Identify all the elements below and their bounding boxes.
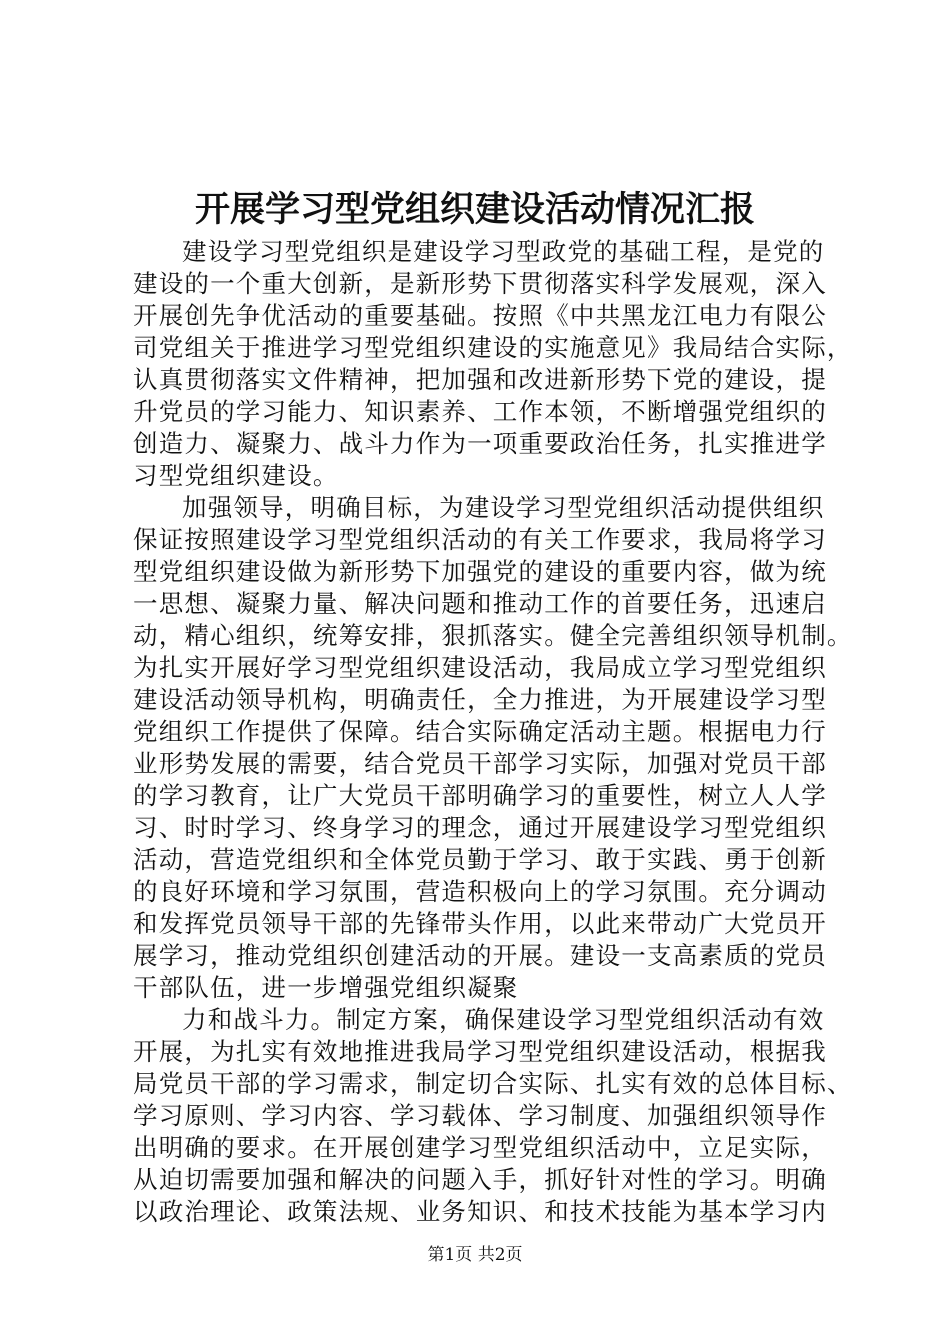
page-footer: 第1页 共2页 [427,1245,523,1265]
paragraph-line: 党组织工作提供了保障。结合实际确定活动主题。根据电力行 [133,717,827,746]
document-body [133,236,853,1228]
paragraph-line: 建设活动领导机构，明确责任，全力推进，为开展建设学习型 [133,685,827,714]
paragraph-line: 开展创先争优活动的重要基础。按照《中共黑龙江电力有限公 [133,301,827,330]
paragraph-line: 司党组关于推进学习型党组织建设的实施意见》我局结合实际， [133,333,853,362]
paragraph-line: 习型党组织建设。 [133,461,339,490]
paragraph-line: 力和战斗力。制定方案，确保建设学习型党组织活动有效 [182,1005,825,1034]
document-title: 开展学习型党组织建设活动情况汇报 [194,189,755,230]
paragraph-line: 开展，为扎实有效地推进我局学习型党组织建设活动，根据我 [133,1037,827,1066]
paragraph-line: 出明确的要求。在开展创建学习型党组织活动中，立足实际， [133,1133,827,1162]
paragraph-line: 干部队伍，进一步增强党组织凝聚 [133,973,519,1002]
paragraph-line: 升党员的学习能力、知识素养、工作本领，不断增强党组织的 [133,397,827,426]
paragraph-line: 创造力、凝聚力、战斗力作为一项重要政治任务，扎实推进学 [133,429,827,458]
paragraph-line: 展学习，推动党组织创建活动的开展。建设一支高素质的党员 [133,941,827,970]
paragraph-line: 的学习教育，让广大党员干部明确学习的重要性，树立人人学 [133,781,827,810]
paragraph-line: 建设的一个重大创新，是新形势下贯彻落实科学发展观，深入 [133,269,827,298]
paragraph-line: 保证按照建设学习型党组织活动的有关工作要求，我局将学习 [133,525,827,554]
paragraph-line: 建设学习型党组织是建设学习型政党的基础工程，是党的 [182,237,825,266]
paragraph-line: 以政治理论、政策法规、业务知识、和技术技能为基本学习内 [133,1197,827,1226]
paragraph-line: 局党员干部的学习需求，制定切合实际、扎实有效的总体目标、 [133,1069,853,1098]
paragraph-line: 动，精心组织，统筹安排，狠抓落实。健全完善组织领导机制。 [133,621,853,650]
paragraph-line: 和发挥党员领导干部的先锋带头作用，以此来带动广大党员开 [133,909,827,938]
paragraph-line: 业形势发展的需要，结合党员干部学习实际，加强对党员干部 [133,749,827,778]
paragraph-line: 加强领导，明确目标，为建设学习型党组织活动提供组织 [182,493,825,522]
paragraph-line: 一思想、凝聚力量、解决问题和推动工作的首要任务，迅速启 [133,589,827,618]
paragraph-line: 为扎实开展好学习型党组织建设活动，我局成立学习型党组织 [133,653,827,682]
paragraph-line: 活动，营造党组织和全体党员勤于学习、敢于实践、勇于创新 [133,845,827,874]
paragraph-line: 从迫切需要加强和解决的问题入手，抓好针对性的学习。明确 [133,1165,827,1194]
paragraph-line: 学习原则、学习内容、学习载体、学习制度、加强组织领导作 [133,1101,827,1130]
paragraph-line: 习、时时学习、终身学习的理念，通过开展建设学习型党组织 [133,813,827,842]
paragraph-line: 认真贯彻落实文件精神，把加强和改进新形势下党的建设，提 [133,365,827,394]
paragraph-line: 型党组织建设做为新形势下加强党的建设的重要内容，做为统 [133,557,827,586]
paragraph-line: 的良好环境和学习氛围，营造积极向上的学习氛围。充分调动 [133,877,827,906]
